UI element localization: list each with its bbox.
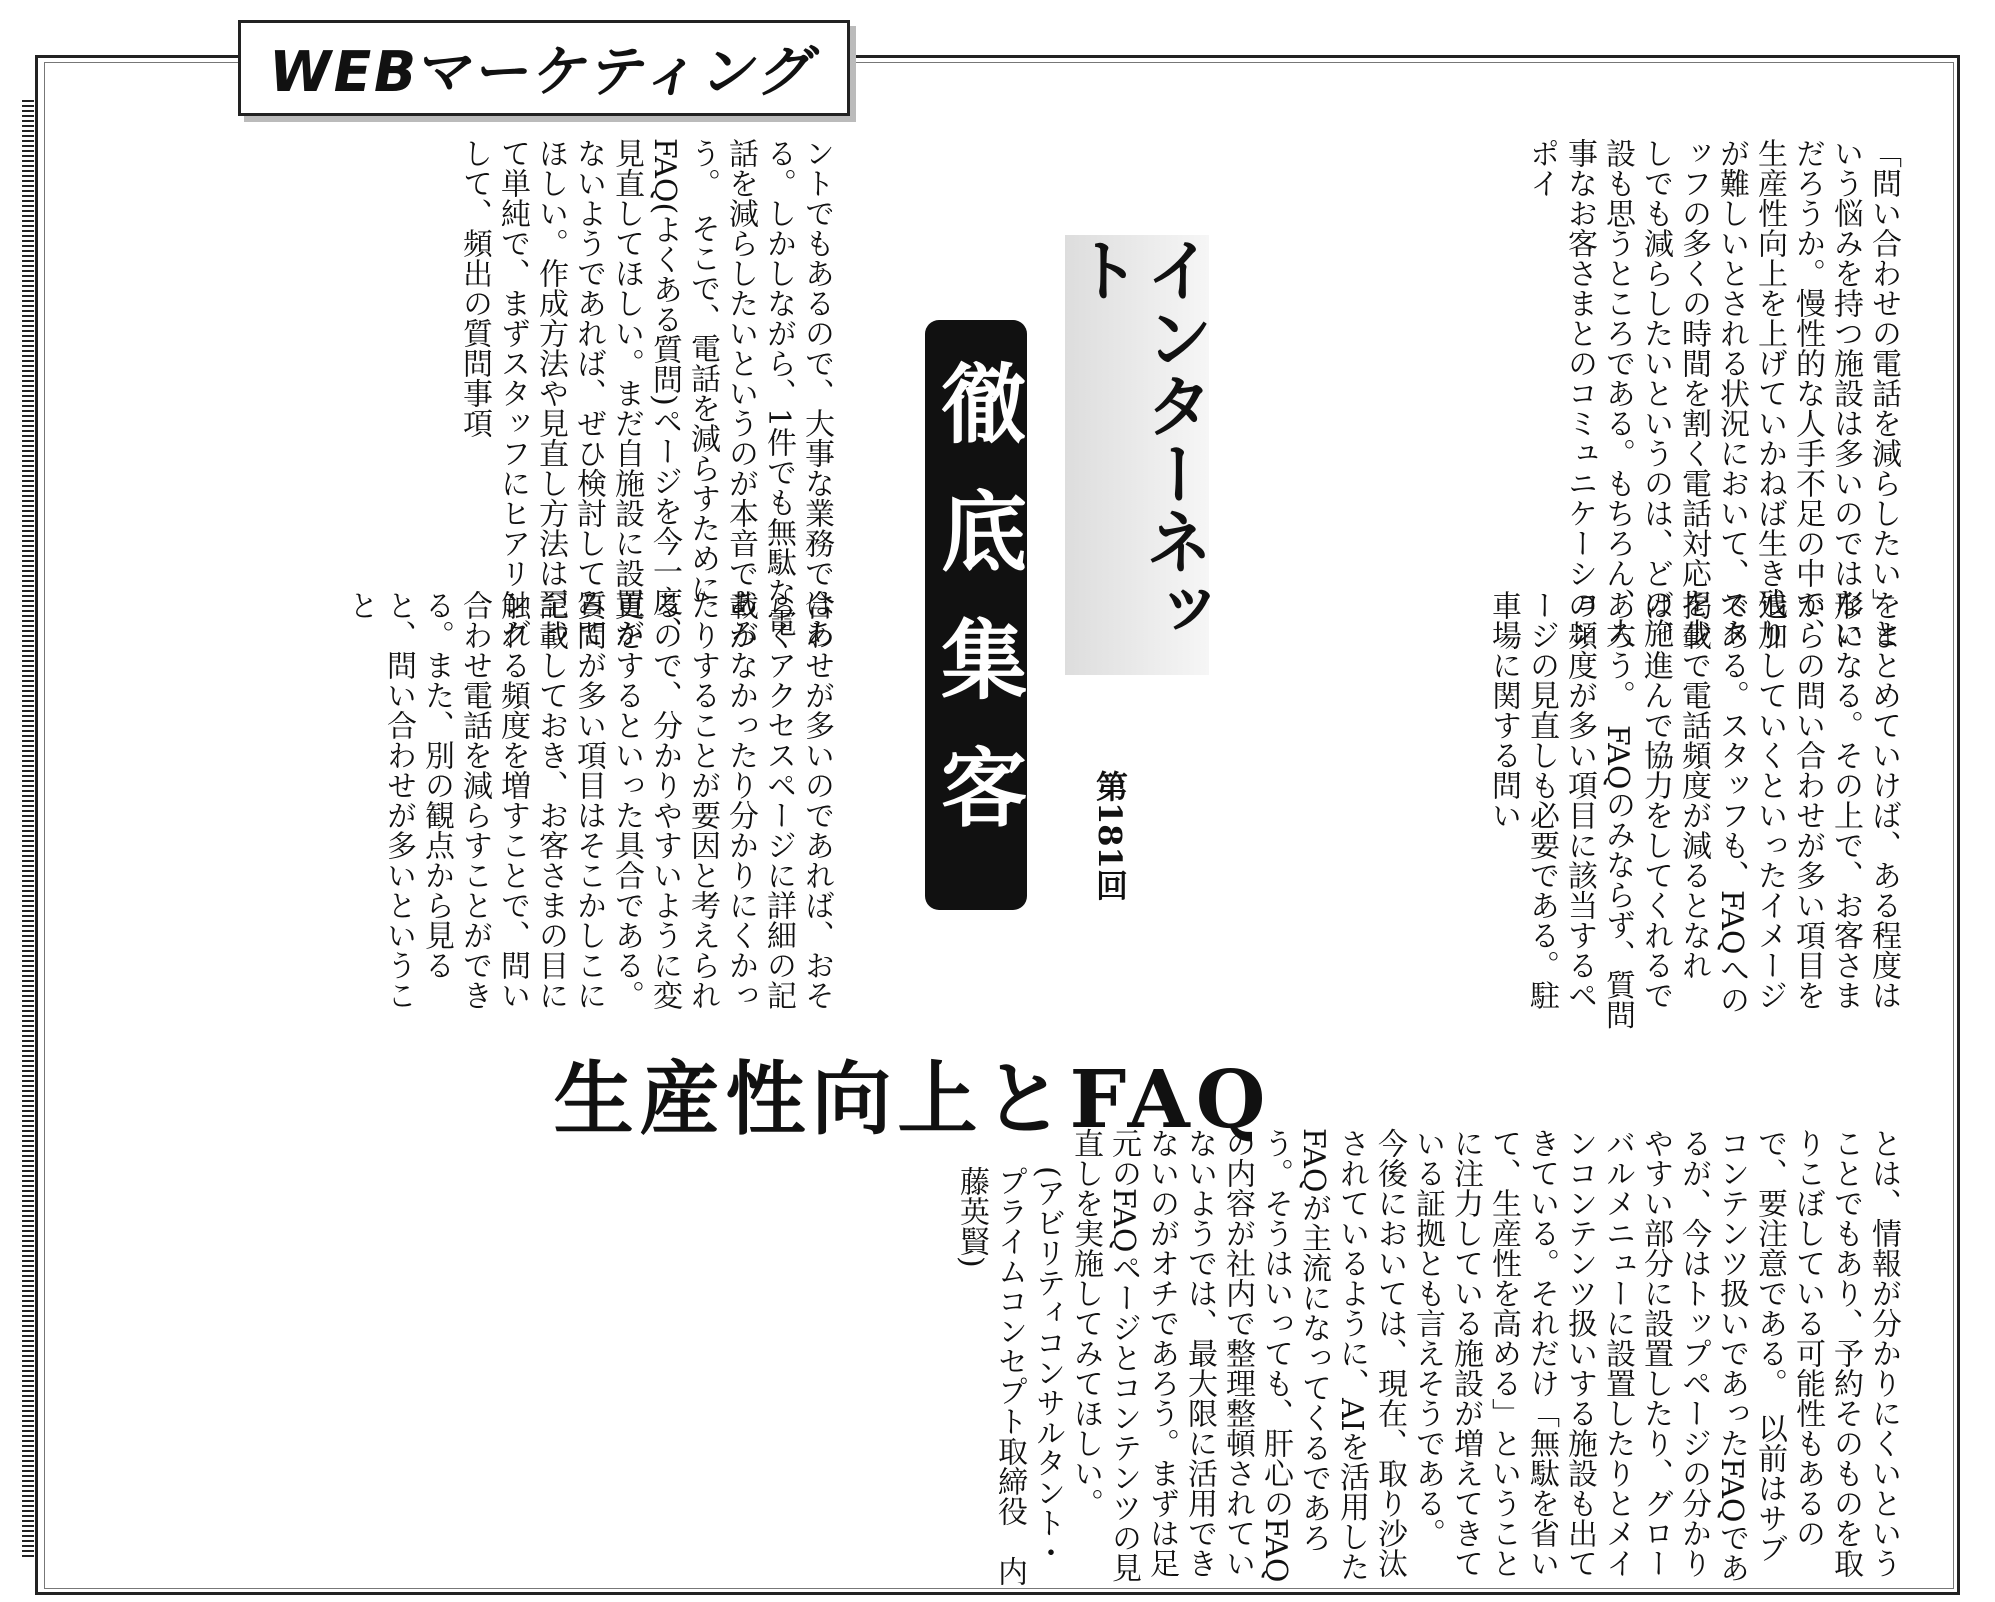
body-paragraph: をまとめていけば、ある程度は形になる。その上で、お客さまからの問い合わせが多い項目を追加していくといったイメージである。スタッフも、FAQへの掲載で電話頻度が減るとなれば、進んで協力をしてくれるであろう。 FAQのみならず、質問の頻度が多い項目に該当するページの見直しも必要である。駐車場に関する問い	[1486, 590, 1901, 1030]
body-paragraph: 「問い合わせの電話を減らしたい」という悩みを持つ施設は多いのではないだろうか。慢性的な人手不足の中で、生産性向上を上げていかねば生き残りが難しいとされる状況において、スタッフの多くの時間を割く電話対応を少しでも減らしたいというのは、どの施設も思うところである。もちろん、大事なお客さまとのコミュニケーションポイ	[1524, 138, 1901, 648]
body-paragraph: 合わせが多いのであれば、おそらくアクセスページに詳細の記載がなかったり分かりにくかったりすることが要因と考えられるので、分かりやすいように変更をするといった具合である。 質問が多い項目はそこかしこに記載しておき、お客さまの目に触れる頻度を増すことで、問い合わせ電話を減らすことができる。また、別の観点から見ると、問い合わせが多いということ	[343, 590, 834, 1025]
body-column-middle-right	[1102, 590, 1902, 1030]
series-name-box	[925, 320, 1027, 910]
series-name: 徹底集客	[926, 359, 1027, 871]
banner-title: WEBマーケティング	[263, 40, 823, 105]
body-paragraph: ントでもあるので、大事な業務ではある。しかしながら、1件でも無駄な電話を減らしたいというのが本音であろう。 そこで、電話を減らすためにFAQ(よくある質問)ページを今一度、見直してほしい。まだ自施設に設置がないようであれば、ぜひ検討してみてほしい。作成方法や見直し方法は至って単純で、まずスタッフにヒアリングして、頻出の質問事項	[457, 138, 834, 648]
body-column-lower	[132, 1128, 1902, 1588]
headline-text: 生産性向上とFAQ	[553, 1052, 1272, 1146]
corner-banner	[238, 20, 850, 116]
series-label: インターネット	[1065, 235, 1209, 675]
issue-label: 第181回	[1091, 770, 1129, 901]
left-hatched-strip	[22, 100, 34, 1560]
issue-number	[1090, 770, 1160, 930]
body-paragraph: とは、情報が分かりにくいということでもあり、予約そのものを取りこぼしている可能性もあるので、要注意である。 以前はサブコンテンツ扱いであったFAQであるが、今はトップページの分かりやすい部分に設置したり、グローバルメニューに設置したりとメインコンテンツ扱いする施設も出てきている。それだけ「無駄を省いて、生産性を高める」ということに注力している施設が増えてきている証拠とも言えそうである。 今後においては、現在、取り沙汰されているように、AIを活用したFAQが主流になってくるであろう。そうはいっても、肝心のFAQの内容が社内で整理整頓されていないようでは、最大限に活用できないのがオチであろう。まずは足元のFAQページとコンテンツの見直しを実施してみてほしい。	[1068, 1128, 1901, 1583]
body-column-upper-left	[175, 138, 835, 658]
body-column-middle-left	[175, 590, 835, 1030]
byline: (アビリティコンサルタント・プライムコンセプト取締役 内藤英賢)	[954, 1166, 1065, 1586]
